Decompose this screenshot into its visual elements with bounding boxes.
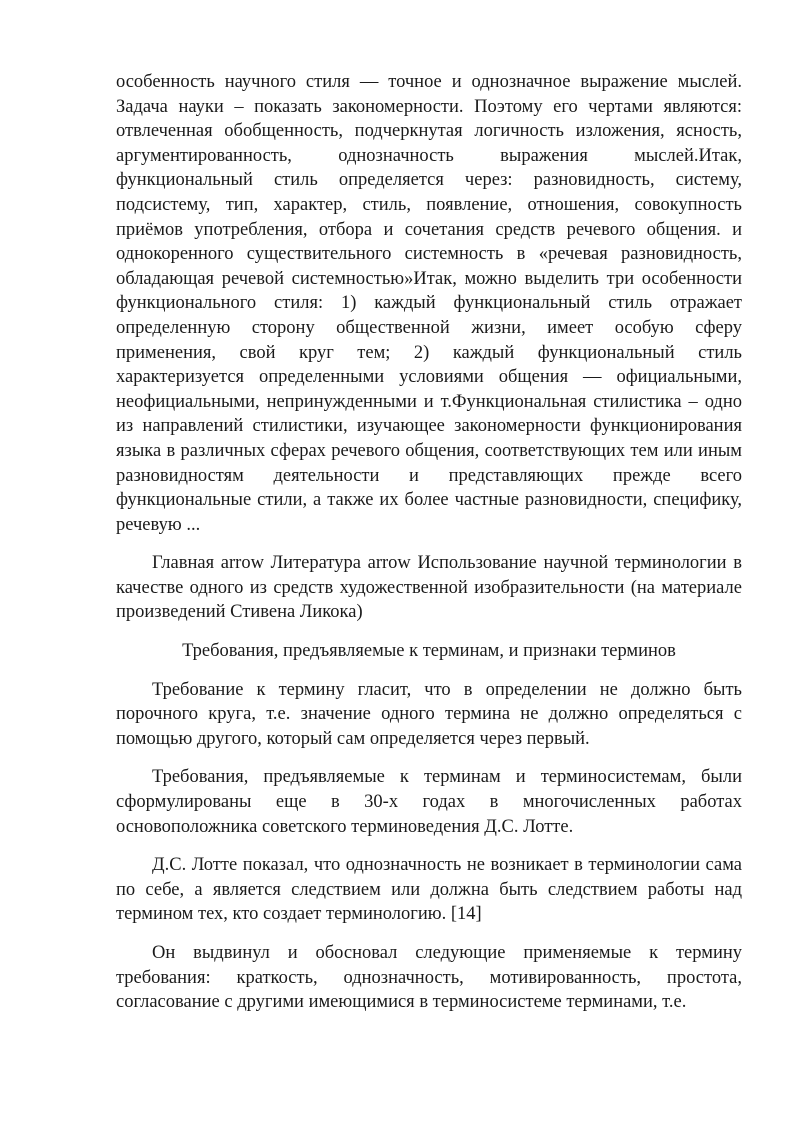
document-page xyxy=(116,70,742,1015)
body-paragraph: Требование к термину гласит, что в определении не должно быть порочного круга, т.е. значение одного термина не должно определяться с помощью другого, который сам определяется через первый. xyxy=(116,679,742,749)
body-paragraph: Требования, предъявляемые к терминам и терминосистемам, были сформулированы еще в 30-х годах в многочисленных работах основоположника советского терминоведения Д.С. Лотте. xyxy=(116,767,742,837)
body-paragraph: Д.С. Лотте показал, что однозначность не возникает в терминологии сама по себе, а является следствием или должна быть следствием работы над термином тех, кто создает терминологию. [14] xyxy=(116,855,742,925)
section-heading: Требования, предъявляемые к терминам, и признаки терминов xyxy=(182,641,676,662)
body-paragraph: Он выдвинул и обосновал следующие применяемые к термину требования: краткость, однозначность, мотивированность, простота, согласование с другими имеющимися в терминосистеме терминами, т.е. xyxy=(116,943,742,1013)
breadcrumb-paragraph: Главная arrow Литература arrow Использование научной терминологии в качестве одного из средств художественной изобразительности (на материале произведений Стивена Ликока) xyxy=(116,553,742,623)
body-paragraph: особенность научного стиля — точное и однозначное выражение мыслей. Задача науки – показать закономерности. Поэтому его чертами являются: отвлеченная обобщенность, подчеркнутая логичность изложения, ясность, аргументированность, однозначность выражения мыслей.Итак, функциональный стиль определяется через: разновидность, систему, подсистему, тип, характер, стиль, появление, отношения, совокупность приёмов употребления, отбора и сочетания средств речевого общения. и однокоренного существительного системность в «речевая разновидность, обладающая речевой системностью»Итак, можно выделить три особенности функционального стиля: 1) каждый функциональный стиль отражает определенную сторону общественной жизни, имеет особую сферу применения, свой круг тем; 2) каждый функциональный стиль характеризуется определенными условиями общения — официальными, неофициальными, непринужденными и т.Функциональная стилистика – одно из направлений стилистики, изучающее закономерности функционирования языка в различных сферах речевого общения, соответствующих тем или иным разновидностям деятельности и представляющих прежде всего функциональные стили, а также их более частные разновидности, специфику, речевую ... xyxy=(116,72,742,535)
